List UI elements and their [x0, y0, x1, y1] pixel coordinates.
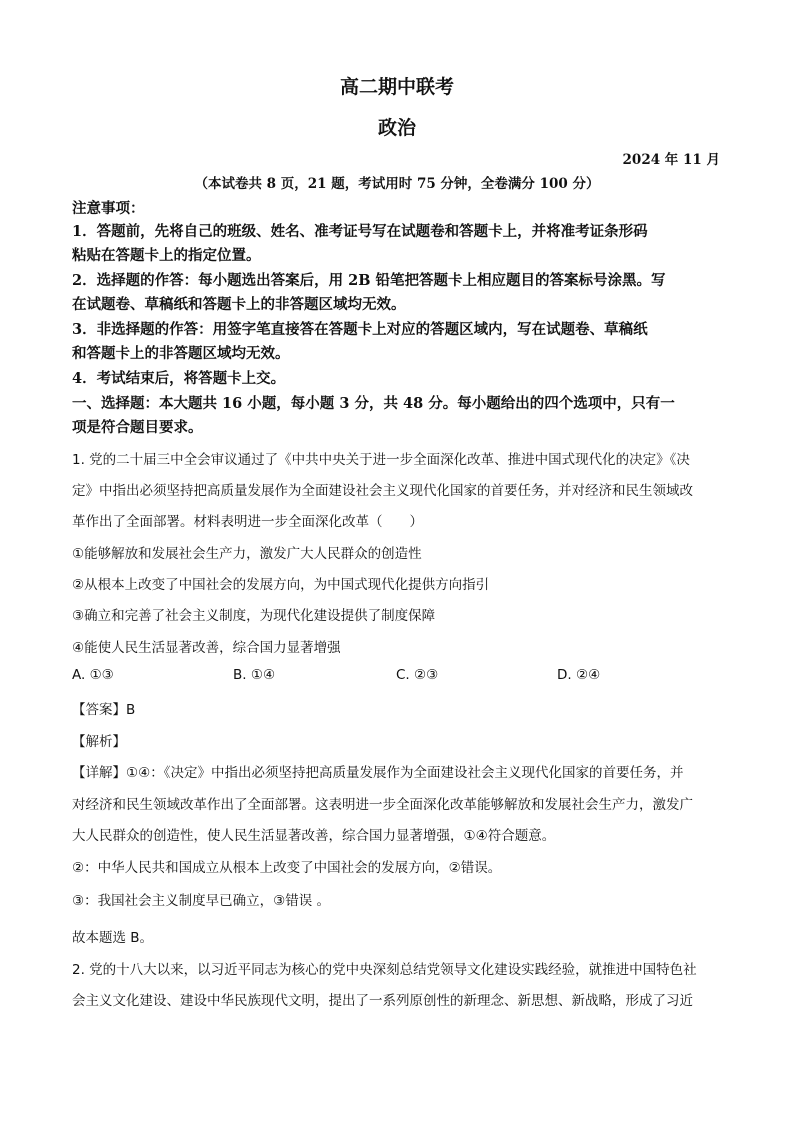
notice-line: 1．答题前，先将自己的班级、姓名、准考证号写在试题卷和答题卡上，并将准考证条形码: [72, 223, 648, 240]
section-heading: 项是符合题目要求。: [72, 419, 203, 436]
q1-stem-line: 革作出了全面部署。材料表明进一步全面深化改革（ ）: [72, 514, 423, 530]
q1-detail-line: 【详解】①④：《决定》中指出必须坚持把高质量发展作为全面建设社会主义现代化国家的首要任务，并: [72, 765, 684, 781]
q1-item: ③确立和完善了社会主义制度，为现代化建设提供了制度保障: [72, 608, 436, 624]
q2-stem-line: 会主义文化建设、建设中华民族现代文明，提出了一系列原创性的新理念、新思想、新战略，形成了习近: [72, 993, 693, 1009]
q1-item: ④能使人民生活显著改善，综合国力显著增强: [72, 640, 341, 656]
q1-item: ②从根本上改变了中国社会的发展方向，为中国式现代化提供方向指引: [72, 577, 490, 593]
notice-line: 粘贴在答题卡上的指定位置。: [72, 247, 261, 264]
q1-detail-line: 大人民群众的创造性，使人民生活显著改善，综合国力显著增强，①④符合题意。: [72, 828, 556, 844]
notice-line: 在试题卷、草稿纸和答题卡上的非答题区域均无效。: [72, 296, 406, 313]
q1-item: ①能够解放和发展社会生产力，激发广大人民群众的创造性: [72, 546, 422, 562]
section-heading: 一、选择题：本大题共 16 小题，每小题 3 分，共 48 分。每小题给出的四个选项中，只有一: [72, 395, 675, 412]
q1-analysis-label: 【解析】: [72, 734, 126, 750]
q1-detail-line: ③：我国社会主义制度早已确立，③错误 。: [72, 893, 330, 909]
q1-stem-line: 1. 党的二十届三中全会审议通过了《中共中央关于进一步全面深化改革、推进中国式现代化的决定》《决: [72, 452, 690, 468]
subject-title: 政治: [377, 117, 416, 139]
notice-line: 3．非选择题的作答：用签字笔直接答在答题卡上对应的答题区域内，写在试题卷、草稿纸: [72, 321, 648, 338]
notice-line: 2．选择题的作答：每小题选出答案后，用 2B 铅笔把答题卡上相应题目的答案标号涂黑。写: [72, 272, 666, 289]
q2-stem-line: 2. 党的十八大以来，以习近平同志为核心的党中央深刻总结党领导文化建设实践经验，就推进中国特色社: [72, 962, 697, 978]
q1-option-a: A. ①③: [72, 667, 114, 683]
notice-line: 4．考试结束后，将答题卡上交。: [72, 370, 286, 387]
exam-title: 高二期中联考: [339, 76, 454, 98]
exam-date: 2024 年 11 月: [622, 152, 720, 168]
q1-option-b: B. ①④: [233, 667, 276, 683]
q1-option-d: D. ②④: [557, 667, 601, 683]
q1-detail-line: 故本题选 B。: [72, 930, 154, 946]
notice-heading: 注意事项：: [72, 200, 145, 217]
q1-stem-line: 定》中指出必须坚持把高质量发展作为全面建设社会主义现代化国家的首要任务，并对经济和民生领域改: [72, 483, 693, 499]
exam-subtitle: （本试卷共 8 页，21 题，考试用时 75 分钟，全卷满分 100 分）: [194, 176, 600, 192]
q1-detail-line: ②：中华人民共和国成立从根本上改变了中国社会的发展方向，②错误。: [72, 860, 502, 876]
q1-option-c: C. ②③: [396, 667, 439, 683]
q1-answer: 【答案】B: [72, 702, 136, 718]
notice-line: 和答题卡上的非答题区域均无效。: [72, 345, 290, 362]
q1-detail-line: 对经济和民生领域改革作出了全面部署。这表明进一步全面深化改革能够解放和发展社会生产力，激发广: [72, 797, 693, 813]
